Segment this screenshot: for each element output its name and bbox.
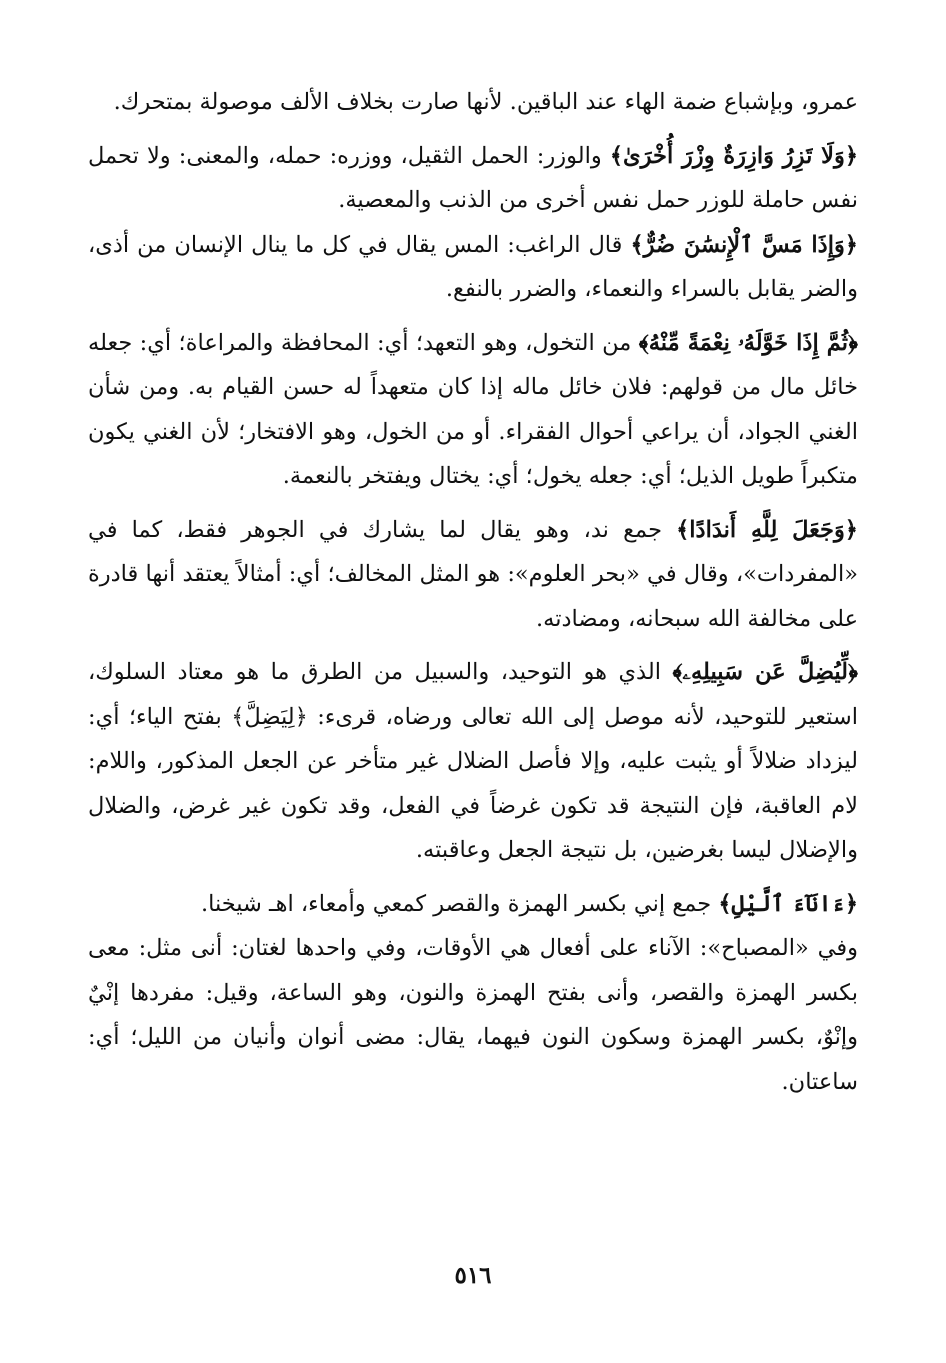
- paragraph-text: جمع إني بكسر الهمزة والقصر كمعي وأمعاء، اهـ شيخنا.: [200, 890, 719, 917]
- paragraph-text: جمع ند، وهو يقال لما يشارك في الجوهر فقط، كما في «المفردات»، وقال في «بحر العلوم»: هو المثل المخالف؛ أي: أمثالاً يعتقد أنها قادرة على مخالفة الله سبحانه، ومضادته.: [88, 516, 858, 632]
- page-number: ٥١٦: [454, 1262, 492, 1289]
- quran-verse: ﴿لِّيُضِلَّ عَن سَبِيلِهِۦ﴾: [672, 659, 858, 685]
- paragraph-text: من التخول، وهو التعهد؛ أي: المحافظة والمراعاة؛ أي: جعله خائل مال من قولهم: فلان خائل ماله إذا كان متعهداً له حسن القيام به. ومن شأن الغني الجواد، أن يراعي أحوال الفقراء. أو من الخول، وهو الافتخار؛ لأن الغني يكون متكبراً طويل الذيل؛ أي: جعله يخول؛ أي: يختال ويفتخر بالنعمة.: [88, 329, 858, 489]
- page-body: [88, 80, 858, 1113]
- paragraph-text: عمرو، وبإشباع ضمة الهاء عند الباقين. لأنها صارت بخلاف الألف موصولة بمتحرك.: [113, 89, 858, 115]
- quran-verse: ﴿وَجَعَلَ لِلَّهِ أَندَادًا﴾: [676, 516, 858, 543]
- paragraph-text: والوزر: الحمل الثقيل، ووزره: حمله، والمعنى: ولا تحمل نفس حاملة للوزر حمل نفس أخرى من الذنب والمعصية.: [88, 142, 858, 213]
- paragraph-text: قال الراغب: المس يقال في كل ما ينال الإنسان من أذى، والضر يقابل بالسراء والنعماء، والضرر بالنفع.: [88, 231, 858, 302]
- quran-verse: ﴿ءَانَآءَ ٱلَّيْلِ﴾: [718, 890, 858, 917]
- paragraph-2: [88, 134, 858, 223]
- paragraph-3: [88, 223, 858, 312]
- quran-verse: ﴿وَإِذَا مَسَّ ٱلْإِنسَٰنَ ضُرٌّ﴾: [630, 231, 858, 258]
- paragraph-text: الذي هو التوحيد، والسبيل من الطرق ما هو معتاد السلوك، استعير للتوحيد، لأنه موصل إلى الله تعالى ورضاه، قرىء: ﴿لِيَضِلَّ﴾ بفتح الياء؛ أي: ليزداد ضلالاً أو يثبت عليه، وإلا فأصل الضلال غير متأخر عن الجعل المذكور، واللام: لام العاقبة، فإن النتيجة قد تكون غرضاً في الفعل، وقد تكون غير غرض، والضلال والإضلال ليسا بغرضين، بل نتيجة الجعل وعاقبته.: [88, 659, 858, 863]
- paragraph-8: [88, 926, 858, 1104]
- paragraph-6: [88, 650, 858, 873]
- quran-verse: ﴿وَلَا تَزِرُ وَازِرَةٌ وِزْرَ أُخْرَىٰ﴾: [609, 142, 859, 169]
- paragraph-4: [88, 321, 858, 499]
- paragraph-7: [88, 882, 858, 927]
- quran-verse: ﴿ثُمَّ إِذَا خَوَّلَهُۥ نِعْمَةً مِّنْهُ﴾: [638, 329, 858, 356]
- paragraph-text: وفي «المصباح»: الآناء على أفعال هي الأوقات، وفي واحدها لغتان: أنى مثل: معى بكسر الهمزة والقصر، وأنى بفتح الهمزة والنون، وهو الساعة، وقيل: مفردها إنْيٌ وإنْوٌ، بكسر الهمزة وسكون النون فيهما، يقال: مضى أنوان وأنيان من الليل؛ أي: ساعتان.: [88, 935, 858, 1095]
- paragraph-5: [88, 508, 858, 642]
- paragraph-1: [88, 80, 858, 125]
